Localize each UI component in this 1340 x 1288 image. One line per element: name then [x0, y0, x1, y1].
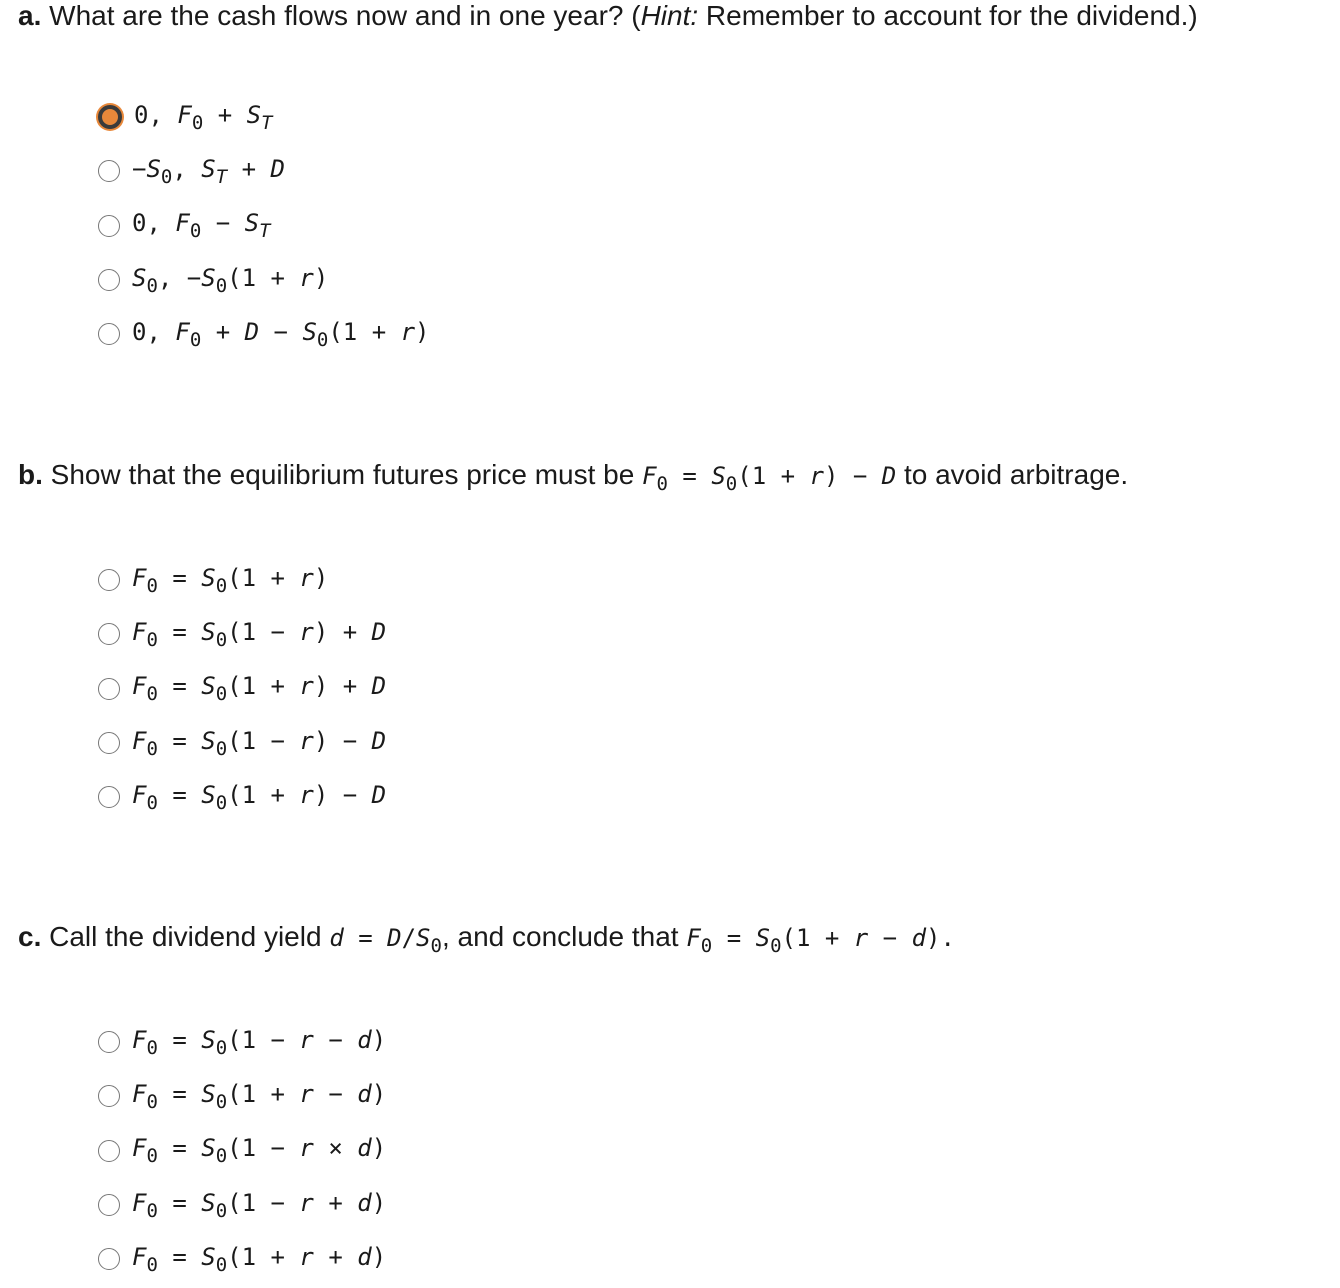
option-label — [132, 155, 285, 188]
option-label — [132, 1134, 386, 1167]
text-segment: , and conclude that — [441, 921, 687, 952]
answer-option[interactable] — [98, 1015, 386, 1069]
text-segment: r — [299, 1188, 314, 1217]
option-label — [132, 672, 386, 705]
answer-option[interactable] — [98, 144, 430, 198]
text-segment: ) − — [313, 780, 372, 809]
text-segment: (1 + — [737, 462, 810, 490]
text-segment: ) — [371, 1079, 387, 1108]
radio-button[interactable] — [98, 623, 120, 645]
text-segment: b. — [18, 459, 43, 490]
text-segment: = — [343, 924, 388, 952]
text-segment: d — [357, 1188, 372, 1217]
option-label — [132, 209, 271, 242]
text-segment: = — [157, 1079, 202, 1108]
text-segment: 0 — [146, 574, 158, 597]
text-segment: × — [313, 1134, 358, 1163]
text-segment: , − — [157, 263, 202, 292]
text-segment: F — [175, 317, 190, 346]
radio-button[interactable] — [98, 678, 120, 700]
text-segment: S — [201, 672, 216, 701]
radio-button[interactable] — [98, 269, 120, 291]
text-segment: Show that the equilibrium futures price must be — [42, 459, 643, 490]
question-c-options — [98, 1015, 386, 1286]
text-segment: r — [299, 1242, 314, 1271]
text-segment: r — [853, 924, 869, 952]
text-segment: (1 − — [227, 1134, 300, 1163]
text-segment: = — [712, 924, 756, 952]
question-c-prompt — [18, 921, 955, 957]
radio-button-selected[interactable] — [98, 105, 122, 129]
text-segment: 0 — [146, 683, 158, 706]
text-segment: (1 − — [227, 1188, 300, 1217]
text-segment: = — [157, 1188, 202, 1217]
text-segment: D — [387, 924, 402, 952]
text-segment: 0 — [215, 1090, 228, 1113]
text-segment: D — [371, 672, 387, 701]
text-segment: (1 − — [227, 1025, 300, 1054]
text-segment: (1 + — [227, 780, 300, 809]
text-segment: 0 — [160, 165, 173, 188]
text-segment: ) — [415, 317, 430, 346]
option-label — [132, 264, 328, 297]
text-segment: D — [270, 154, 285, 183]
answer-option[interactable] — [98, 1069, 386, 1123]
text-segment: F — [132, 617, 147, 646]
question-a-prompt — [18, 0, 1198, 32]
text-segment: − — [868, 924, 912, 952]
text-segment: = — [157, 780, 202, 809]
text-segment: 0, — [132, 209, 176, 238]
text-segment: 0, — [134, 100, 178, 129]
option-label — [134, 101, 273, 134]
text-segment: a. — [18, 0, 42, 31]
answer-option[interactable] — [98, 1178, 386, 1232]
text-segment: 0 — [215, 683, 228, 706]
text-segment: r — [299, 1025, 314, 1054]
text-segment: S — [132, 263, 147, 292]
text-segment: (1 − — [227, 726, 300, 755]
text-segment: (1 + — [227, 1242, 300, 1271]
answer-option[interactable] — [98, 1124, 386, 1178]
text-segment: S — [244, 209, 260, 238]
text-segment: 0 — [770, 935, 782, 957]
answer-option[interactable] — [98, 1232, 386, 1286]
text-segment: (1 + — [227, 563, 300, 592]
text-segment: − — [201, 209, 245, 238]
text-segment: / — [401, 924, 417, 952]
text-segment: D — [371, 617, 387, 646]
text-segment: ) — [371, 1134, 387, 1163]
text-segment: ) — [313, 563, 329, 592]
text-segment: d — [357, 1134, 372, 1163]
text-segment: S — [755, 924, 771, 952]
text-segment: − — [313, 1025, 358, 1054]
text-segment: Remember to account for the dividend.) — [698, 0, 1198, 31]
text-segment: 0 — [215, 628, 228, 651]
text-segment: S — [201, 1079, 216, 1108]
text-segment: r — [809, 462, 824, 490]
answer-option[interactable] — [98, 770, 386, 824]
text-segment: 0 — [146, 628, 158, 651]
answer-option[interactable] — [98, 199, 430, 253]
text-segment: r — [299, 1134, 314, 1163]
text-segment: D — [371, 726, 387, 755]
text-segment: d — [329, 924, 344, 952]
text-segment: F — [175, 209, 190, 238]
text-segment: S — [201, 617, 216, 646]
text-segment: ). — [926, 924, 955, 952]
text-segment: F — [132, 726, 147, 755]
text-segment: ) + — [313, 617, 372, 646]
text-segment: − — [313, 1079, 358, 1108]
text-segment: r — [299, 672, 314, 701]
text-segment: F — [132, 1188, 147, 1217]
text-segment: 0 — [146, 791, 158, 814]
text-segment: F — [132, 1025, 147, 1054]
text-segment: 0 — [146, 737, 158, 760]
text-segment: ) − — [823, 462, 882, 490]
text-segment: F — [132, 1134, 147, 1163]
text-segment: F — [132, 1079, 147, 1108]
text-segment: T — [215, 165, 228, 188]
text-segment: 0 — [656, 473, 668, 495]
text-segment: r — [299, 617, 314, 646]
text-segment: 0 — [146, 1090, 158, 1113]
radio-button[interactable] — [98, 323, 120, 345]
text-segment: S — [201, 154, 216, 183]
text-segment: (1 − — [227, 617, 300, 646]
option-label — [132, 1080, 386, 1113]
text-segment: = — [157, 1242, 202, 1271]
text-segment: d — [357, 1025, 372, 1054]
text-segment: S — [201, 263, 216, 292]
text-segment: Hint: — [640, 0, 699, 31]
question-b-prompt — [18, 459, 1128, 495]
option-label — [132, 618, 386, 651]
text-segment: d — [911, 924, 927, 952]
option-label — [132, 1026, 386, 1059]
text-segment: T — [259, 220, 271, 243]
text-segment: F — [642, 462, 657, 490]
option-label — [132, 727, 386, 760]
text-segment: 0 — [189, 328, 202, 351]
text-segment: 0 — [430, 935, 442, 957]
question-b-options — [98, 553, 386, 824]
text-segment: Call the dividend yield — [41, 921, 330, 952]
text-segment: 0 — [146, 1036, 158, 1059]
radio-button[interactable] — [98, 569, 120, 591]
text-segment: S — [201, 1242, 216, 1271]
text-segment: 0 — [146, 1253, 158, 1276]
text-segment: F — [132, 563, 147, 592]
text-segment: S — [246, 100, 262, 129]
text-segment: 0 — [146, 1145, 158, 1168]
text-segment: + — [313, 1188, 358, 1217]
text-segment: (1 + — [781, 924, 854, 952]
text-segment: 0 — [215, 1036, 228, 1059]
text-segment: 0 — [215, 1253, 228, 1276]
text-segment: F — [177, 100, 192, 129]
option-label — [132, 1189, 386, 1222]
radio-button[interactable] — [98, 786, 120, 808]
text-segment: = — [667, 462, 712, 490]
answer-option[interactable] — [98, 607, 386, 661]
answer-option[interactable] — [98, 662, 386, 716]
text-segment: 0 — [189, 220, 202, 243]
text-segment: 0 — [146, 274, 158, 297]
radio-button[interactable] — [98, 1248, 120, 1270]
text-segment: (1 + — [328, 317, 401, 346]
text-segment: (1 + — [227, 1079, 300, 1108]
text-segment: S — [201, 780, 216, 809]
option-label — [132, 1243, 386, 1276]
answer-option[interactable] — [98, 716, 386, 770]
text-segment: 0 — [215, 574, 228, 597]
text-segment: c. — [18, 921, 42, 952]
text-segment: r — [299, 263, 314, 292]
text-segment: = — [157, 726, 202, 755]
radio-button[interactable] — [98, 1085, 120, 1107]
text-segment: d — [357, 1079, 372, 1108]
option-label — [132, 781, 386, 814]
text-segment: S — [302, 317, 317, 346]
text-segment: − — [132, 154, 147, 183]
text-segment: S — [711, 462, 726, 490]
text-segment: = — [157, 1025, 202, 1054]
text-segment: r — [400, 317, 416, 346]
text-segment: r — [299, 1079, 314, 1108]
text-segment: D — [244, 317, 260, 346]
option-label — [132, 564, 328, 597]
text-segment: 0 — [146, 1199, 158, 1222]
text-segment: − — [259, 317, 303, 346]
text-segment: 0 — [316, 328, 329, 351]
radio-button[interactable] — [98, 1194, 120, 1216]
text-segment: 0 — [215, 791, 228, 814]
radio-button[interactable] — [98, 215, 120, 237]
text-segment: 0 — [191, 111, 204, 134]
text-segment: 0 — [215, 1199, 228, 1222]
text-segment: F — [132, 780, 147, 809]
text-segment: r — [299, 780, 314, 809]
text-segment: 0 — [700, 935, 713, 957]
text-segment: d — [357, 1242, 372, 1271]
option-label — [132, 318, 430, 351]
radio-button[interactable] — [98, 1031, 120, 1053]
text-segment: + — [313, 1242, 358, 1271]
text-segment: T — [261, 111, 273, 134]
answer-option[interactable] — [98, 307, 430, 361]
text-segment: S — [146, 154, 161, 183]
text-segment: + — [227, 154, 271, 183]
text-segment: S — [201, 1134, 216, 1163]
text-segment: 0 — [215, 737, 228, 760]
text-segment: ) — [371, 1025, 387, 1054]
text-segment: 0 — [215, 274, 228, 297]
text-segment: F — [686, 924, 701, 952]
radio-button[interactable] — [98, 732, 120, 754]
text-segment: r — [299, 726, 314, 755]
answer-option[interactable] — [98, 90, 430, 144]
text-segment: = — [157, 1134, 202, 1163]
text-segment: F — [132, 672, 147, 701]
text-segment: D — [371, 780, 387, 809]
answer-option[interactable] — [98, 253, 430, 307]
text-segment: S — [201, 563, 216, 592]
text-segment: (1 + — [227, 263, 300, 292]
text-segment: = — [157, 563, 202, 592]
question-a-options — [98, 90, 430, 361]
text-segment: ) — [313, 263, 329, 292]
text-segment: 0 — [215, 1145, 228, 1168]
text-segment: ) + — [313, 672, 372, 701]
text-segment: (1 + — [227, 672, 300, 701]
text-segment: = — [157, 672, 202, 701]
text-segment: , — [172, 154, 202, 183]
radio-button[interactable] — [98, 160, 120, 182]
text-segment: + — [203, 100, 247, 129]
text-segment: 0, — [132, 317, 176, 346]
text-segment: ) — [371, 1188, 387, 1217]
text-segment: + — [201, 317, 245, 346]
text-segment: What are the cash flows now and in one year? ( — [41, 0, 641, 31]
text-segment: 0 — [725, 473, 738, 495]
text-segment: S — [201, 1025, 216, 1054]
text-segment: F — [132, 1242, 147, 1271]
text-segment: S — [201, 726, 216, 755]
radio-button[interactable] — [98, 1140, 120, 1162]
text-segment: r — [299, 563, 314, 592]
text-segment: = — [157, 617, 202, 646]
text-segment: ) − — [313, 726, 372, 755]
text-segment: to avoid arbitrage. — [896, 459, 1129, 490]
text-segment: S — [416, 924, 431, 952]
text-segment: D — [881, 462, 897, 490]
text-segment: S — [201, 1188, 216, 1217]
answer-option[interactable] — [98, 553, 386, 607]
text-segment: ) — [371, 1242, 387, 1271]
